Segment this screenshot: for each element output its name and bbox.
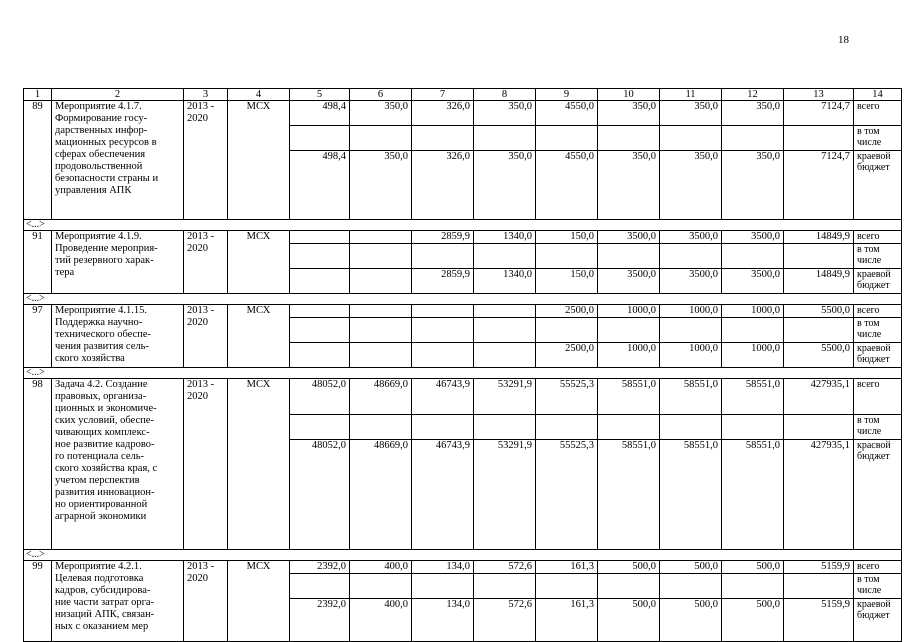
activity-name-line: управления АПК: [55, 185, 132, 196]
activity-name-line: ние части затрат орга-: [55, 597, 155, 608]
funding-type-including: [854, 574, 902, 599]
value-budget-cell: 48052,0: [290, 440, 350, 550]
activity-name-cell: [52, 305, 184, 368]
value-budget-cell: [290, 269, 350, 294]
value-budget-cell: 1000,0: [722, 343, 784, 368]
empty-value-cell: [784, 415, 854, 440]
funding-type-budget-line: красвой: [857, 440, 891, 451]
value-total-cell: 350,0: [598, 101, 660, 126]
value-budget-cell: 3500,0: [660, 269, 722, 294]
activity-name-line: сферах обеспечения: [55, 149, 146, 160]
funding-type-including-line: числе: [857, 585, 882, 596]
value-total-cell: 572,6: [474, 561, 536, 574]
value-total-cell: 500,0: [660, 561, 722, 574]
column-number-header: 14: [854, 89, 902, 101]
value-budget-cell: 1000,0: [598, 343, 660, 368]
value-budget-cell: 350,0: [722, 151, 784, 220]
activity-name-line: ских условий, обеспе-: [55, 415, 154, 426]
table-row: [24, 101, 902, 126]
empty-value-cell: [660, 318, 722, 343]
empty-value-cell: [350, 126, 412, 151]
value-budget-cell: 161,3: [536, 599, 598, 642]
period-line: 2013 -: [187, 231, 215, 242]
table-row: [24, 305, 902, 318]
row-number-cell: 89: [24, 101, 52, 220]
value-budget-cell: 46743,9: [412, 440, 474, 550]
activity-name-cell: [52, 231, 184, 294]
activity-name-line: дарственных инфор-: [55, 125, 148, 136]
value-total-cell: 5159,9: [784, 561, 854, 574]
value-total-cell: 161,3: [536, 561, 598, 574]
empty-value-cell: [412, 415, 474, 440]
value-total-cell: 1000,0: [598, 305, 660, 318]
empty-value-cell: [474, 574, 536, 599]
value-budget-cell: 134,0: [412, 599, 474, 642]
column-number-header: 4: [228, 89, 290, 101]
funding-type-budget: [854, 151, 902, 220]
activity-name-line: технического обеспе-: [55, 329, 152, 340]
value-budget-cell: 500,0: [722, 599, 784, 642]
funding-type-total: всего: [854, 561, 902, 574]
empty-value-cell: [598, 574, 660, 599]
value-budget-cell: 58551,0: [722, 440, 784, 550]
activity-name-line: правовых, организа-: [55, 391, 147, 402]
activity-name-line: безопасности страны и: [55, 173, 159, 184]
activity-name-line: учетом перспектив: [55, 475, 140, 486]
value-budget-cell: 500,0: [660, 599, 722, 642]
funding-type-including: [854, 244, 902, 269]
value-total-cell: [350, 231, 412, 244]
value-total-cell: 2859,9: [412, 231, 474, 244]
funding-type-including: [854, 415, 902, 440]
empty-value-cell: [784, 318, 854, 343]
column-number-header: 12: [722, 89, 784, 101]
value-total-cell: 500,0: [598, 561, 660, 574]
value-budget-cell: 1340,0: [474, 269, 536, 294]
value-total-cell: 58551,0: [598, 379, 660, 415]
value-total-cell: 5500,0: [784, 305, 854, 318]
funding-type-budget-line: бюджет: [857, 451, 890, 462]
row-number-cell: 91: [24, 231, 52, 294]
value-budget-cell: 2392,0: [290, 599, 350, 642]
value-budget-cell: 350,0: [474, 151, 536, 220]
funding-type-including: [854, 318, 902, 343]
empty-value-cell: [722, 574, 784, 599]
value-total-cell: 48669,0: [350, 379, 412, 415]
empty-value-cell: [290, 318, 350, 343]
value-total-cell: [474, 305, 536, 318]
value-total-cell: [412, 305, 474, 318]
period-cell: [184, 561, 228, 642]
funding-type-including-line: числе: [857, 329, 882, 340]
value-total-cell: 55525,3: [536, 379, 598, 415]
activity-name-line: кадров, субсидирова-: [55, 585, 151, 596]
value-budget-cell: [474, 343, 536, 368]
activity-name-line: Мероприятие 4.2.1.: [55, 561, 142, 572]
value-total-cell: 4550,0: [536, 101, 598, 126]
value-total-cell: 2392,0: [290, 561, 350, 574]
omitted-rows-separator: [24, 550, 902, 561]
activity-name-cell: [52, 101, 184, 220]
empty-value-cell: [474, 415, 536, 440]
omitted-rows-marker: <...>: [24, 550, 902, 561]
value-total-cell: 400,0: [350, 561, 412, 574]
empty-value-cell: [722, 126, 784, 151]
value-budget-cell: [290, 343, 350, 368]
omitted-rows-marker: <...>: [24, 220, 902, 231]
value-budget-cell: 58551,0: [660, 440, 722, 550]
funding-type-total: всего: [854, 101, 902, 126]
funding-type-including-line: числе: [857, 426, 882, 437]
activity-name-line: чения развития сель-: [55, 341, 149, 352]
empty-value-cell: [350, 415, 412, 440]
value-budget-cell: 572,6: [474, 599, 536, 642]
activity-name-line: Проведение мероприя-: [55, 243, 158, 254]
empty-value-cell: [474, 318, 536, 343]
executor-cell: МСХ: [228, 561, 290, 642]
empty-value-cell: [290, 244, 350, 269]
funding-type-budget-line: краевой: [857, 269, 891, 280]
empty-value-cell: [598, 244, 660, 269]
activity-name-line: Мероприятие 4.1.15.: [55, 305, 148, 316]
value-total-cell: 48052,0: [290, 379, 350, 415]
empty-value-cell: [784, 244, 854, 269]
value-budget-cell: 350,0: [350, 151, 412, 220]
activity-name-line: аграрной экономики: [55, 511, 147, 522]
value-total-cell: 53291,9: [474, 379, 536, 415]
empty-value-cell: [412, 126, 474, 151]
activity-name-line: го потенциала сель-: [55, 451, 145, 462]
activity-name-line: чивающих комплекс-: [55, 427, 150, 438]
activity-name-line: Поддержка научно-: [55, 317, 143, 328]
empty-value-cell: [536, 574, 598, 599]
value-budget-cell: [350, 269, 412, 294]
activity-name-line: ное развитие кадрово-: [55, 439, 155, 450]
value-total-cell: 1000,0: [660, 305, 722, 318]
empty-value-cell: [412, 574, 474, 599]
value-total-cell: 7124,7: [784, 101, 854, 126]
executor-cell: МСХ: [228, 101, 290, 220]
activity-name-line: развития инновацион-: [55, 487, 155, 498]
value-total-cell: 1000,0: [722, 305, 784, 318]
funding-type-budget: [854, 269, 902, 294]
empty-value-cell: [722, 244, 784, 269]
column-number-header: 11: [660, 89, 722, 101]
period-cell: [184, 305, 228, 368]
empty-value-cell: [412, 244, 474, 269]
empty-value-cell: [722, 415, 784, 440]
program-activities-table: [23, 88, 902, 642]
column-number-header: 5: [290, 89, 350, 101]
omitted-rows-separator: [24, 294, 902, 305]
empty-value-cell: [660, 574, 722, 599]
activity-name-line: ционных и экономиче-: [55, 403, 157, 414]
value-budget-cell: 427935,1: [784, 440, 854, 550]
column-number-header: 7: [412, 89, 474, 101]
value-budget-cell: 53291,9: [474, 440, 536, 550]
column-number-header: 6: [350, 89, 412, 101]
value-total-cell: 134,0: [412, 561, 474, 574]
omitted-rows-marker: <...>: [24, 294, 902, 305]
funding-type-budget-line: бюджет: [857, 610, 890, 621]
activity-name-line: но ориентированной: [55, 499, 148, 510]
empty-value-cell: [598, 318, 660, 343]
value-budget-cell: [350, 343, 412, 368]
empty-value-cell: [412, 318, 474, 343]
value-total-cell: 3500,0: [660, 231, 722, 244]
value-budget-cell: 3500,0: [722, 269, 784, 294]
value-total-cell: 58551,0: [660, 379, 722, 415]
value-total-cell: [290, 305, 350, 318]
value-total-cell: 326,0: [412, 101, 474, 126]
column-number-header: 2: [52, 89, 184, 101]
funding-type-including-line: в том: [857, 318, 880, 329]
value-budget-cell: 326,0: [412, 151, 474, 220]
empty-value-cell: [784, 126, 854, 151]
empty-value-cell: [536, 318, 598, 343]
period-line: 2020: [187, 317, 208, 328]
activity-name-line: низаций АПК, связан-: [55, 609, 155, 620]
value-total-cell: 498,4: [290, 101, 350, 126]
value-budget-cell: [412, 343, 474, 368]
value-budget-cell: 48669,0: [350, 440, 412, 550]
funding-type-total: всего: [854, 305, 902, 318]
column-number-header: 3: [184, 89, 228, 101]
value-budget-cell: 498,4: [290, 151, 350, 220]
value-budget-cell: 55525,3: [536, 440, 598, 550]
value-budget-cell: 400,0: [350, 599, 412, 642]
value-total-cell: 427935,1: [784, 379, 854, 415]
column-number-header: 9: [536, 89, 598, 101]
value-budget-cell: 1000,0: [660, 343, 722, 368]
funding-type-budget-line: краевой: [857, 343, 891, 354]
activity-name-line: Задача 4.2. Создание: [55, 379, 148, 390]
funding-type-budget: [854, 343, 902, 368]
funding-type-total: всего: [854, 379, 902, 415]
value-budget-cell: 5500,0: [784, 343, 854, 368]
value-total-cell: 150,0: [536, 231, 598, 244]
column-number-header: 8: [474, 89, 536, 101]
activity-name-line: ского хозяйства края, с: [55, 463, 158, 474]
value-budget-cell: 5159,9: [784, 599, 854, 642]
funding-type-budget-line: краевой: [857, 151, 891, 162]
funding-type-budget: [854, 599, 902, 642]
funding-type-budget-line: краевой: [857, 599, 891, 610]
period-line: 2013 -: [187, 561, 215, 572]
value-total-cell: [350, 305, 412, 318]
page-number: 18: [838, 34, 849, 46]
column-number-header: 1: [24, 89, 52, 101]
empty-value-cell: [722, 318, 784, 343]
value-total-cell: 350,0: [660, 101, 722, 126]
empty-value-cell: [474, 126, 536, 151]
funding-type-budget-line: бюджет: [857, 354, 890, 365]
period-cell: [184, 101, 228, 220]
period-cell: [184, 231, 228, 294]
value-total-cell: 2500,0: [536, 305, 598, 318]
funding-type-including-line: числе: [857, 137, 882, 148]
value-total-cell: 500,0: [722, 561, 784, 574]
row-number-cell: 98: [24, 379, 52, 550]
funding-type-budget-line: бюджет: [857, 280, 890, 291]
funding-type-budget: [854, 440, 902, 550]
value-total-cell: 350,0: [350, 101, 412, 126]
value-budget-cell: 58551,0: [598, 440, 660, 550]
activity-name-line: мационных ресурсов в: [55, 137, 157, 148]
activity-name-cell: [52, 379, 184, 550]
column-number-header: 13: [784, 89, 854, 101]
omitted-rows-separator: [24, 368, 902, 379]
column-number-header-row: [24, 89, 902, 101]
period-line: 2013 -: [187, 379, 215, 390]
activity-name-line: ных с оказанием мер: [55, 621, 149, 632]
value-budget-cell: 350,0: [660, 151, 722, 220]
omitted-rows-marker: <...>: [24, 368, 902, 379]
row-number-cell: 99: [24, 561, 52, 642]
activity-name-line: тера: [55, 267, 75, 278]
period-line: 2020: [187, 113, 208, 124]
activity-name-line: продовольственной: [55, 161, 143, 172]
period-line: 2020: [187, 243, 208, 254]
period-cell: [184, 379, 228, 550]
empty-value-cell: [536, 244, 598, 269]
activity-name-cell: [52, 561, 184, 642]
omitted-rows-separator: [24, 220, 902, 231]
table-row: [24, 379, 902, 415]
empty-value-cell: [660, 126, 722, 151]
funding-type-including-line: в том: [857, 244, 880, 255]
empty-value-cell: [290, 574, 350, 599]
value-budget-cell: 2859,9: [412, 269, 474, 294]
executor-cell: МСХ: [228, 231, 290, 294]
funding-type-including: [854, 126, 902, 151]
activity-name-line: Мероприятие 4.1.9.: [55, 231, 142, 242]
value-budget-cell: 7124,7: [784, 151, 854, 220]
value-total-cell: 350,0: [722, 101, 784, 126]
value-budget-cell: 4550,0: [536, 151, 598, 220]
period-line: 2013 -: [187, 305, 215, 316]
empty-value-cell: [350, 318, 412, 343]
period-line: 2020: [187, 573, 208, 584]
table-row: [24, 561, 902, 574]
value-budget-cell: 14849,9: [784, 269, 854, 294]
funding-type-including-line: в том: [857, 574, 880, 585]
empty-value-cell: [660, 244, 722, 269]
executor-cell: МСХ: [228, 305, 290, 368]
empty-value-cell: [598, 126, 660, 151]
row-number-cell: 97: [24, 305, 52, 368]
value-total-cell: 1340,0: [474, 231, 536, 244]
value-budget-cell: 150,0: [536, 269, 598, 294]
empty-value-cell: [784, 574, 854, 599]
activity-name-line: Формирование госу-: [55, 113, 148, 124]
empty-value-cell: [290, 126, 350, 151]
funding-type-total: всего: [854, 231, 902, 244]
empty-value-cell: [598, 415, 660, 440]
funding-type-including-line: в том: [857, 126, 880, 137]
empty-value-cell: [536, 126, 598, 151]
value-total-cell: 350,0: [474, 101, 536, 126]
funding-type-including-line: числе: [857, 255, 882, 266]
executor-cell: МСХ: [228, 379, 290, 550]
period-line: 2013 -: [187, 101, 215, 112]
table-row: [24, 231, 902, 244]
value-total-cell: 14849,9: [784, 231, 854, 244]
funding-type-including-line: в том: [857, 415, 880, 426]
value-total-cell: [290, 231, 350, 244]
empty-value-cell: [660, 415, 722, 440]
value-budget-cell: 2500,0: [536, 343, 598, 368]
activity-name-line: ского хозяйства: [55, 353, 125, 364]
empty-value-cell: [350, 574, 412, 599]
empty-value-cell: [290, 415, 350, 440]
activity-name-line: Мероприятие 4.1.7.: [55, 101, 142, 112]
empty-value-cell: [536, 415, 598, 440]
value-budget-cell: 3500,0: [598, 269, 660, 294]
value-total-cell: 3500,0: [598, 231, 660, 244]
empty-value-cell: [350, 244, 412, 269]
activity-name-line: Целевая подготовка: [55, 573, 144, 584]
activity-name-line: тий резервного харак-: [55, 255, 154, 266]
empty-value-cell: [474, 244, 536, 269]
value-total-cell: 58551,0: [722, 379, 784, 415]
funding-type-budget-line: бюджет: [857, 162, 890, 173]
period-line: 2020: [187, 391, 208, 402]
column-number-header: 10: [598, 89, 660, 101]
value-total-cell: 46743,9: [412, 379, 474, 415]
value-budget-cell: 500,0: [598, 599, 660, 642]
value-budget-cell: 350,0: [598, 151, 660, 220]
value-total-cell: 3500,0: [722, 231, 784, 244]
